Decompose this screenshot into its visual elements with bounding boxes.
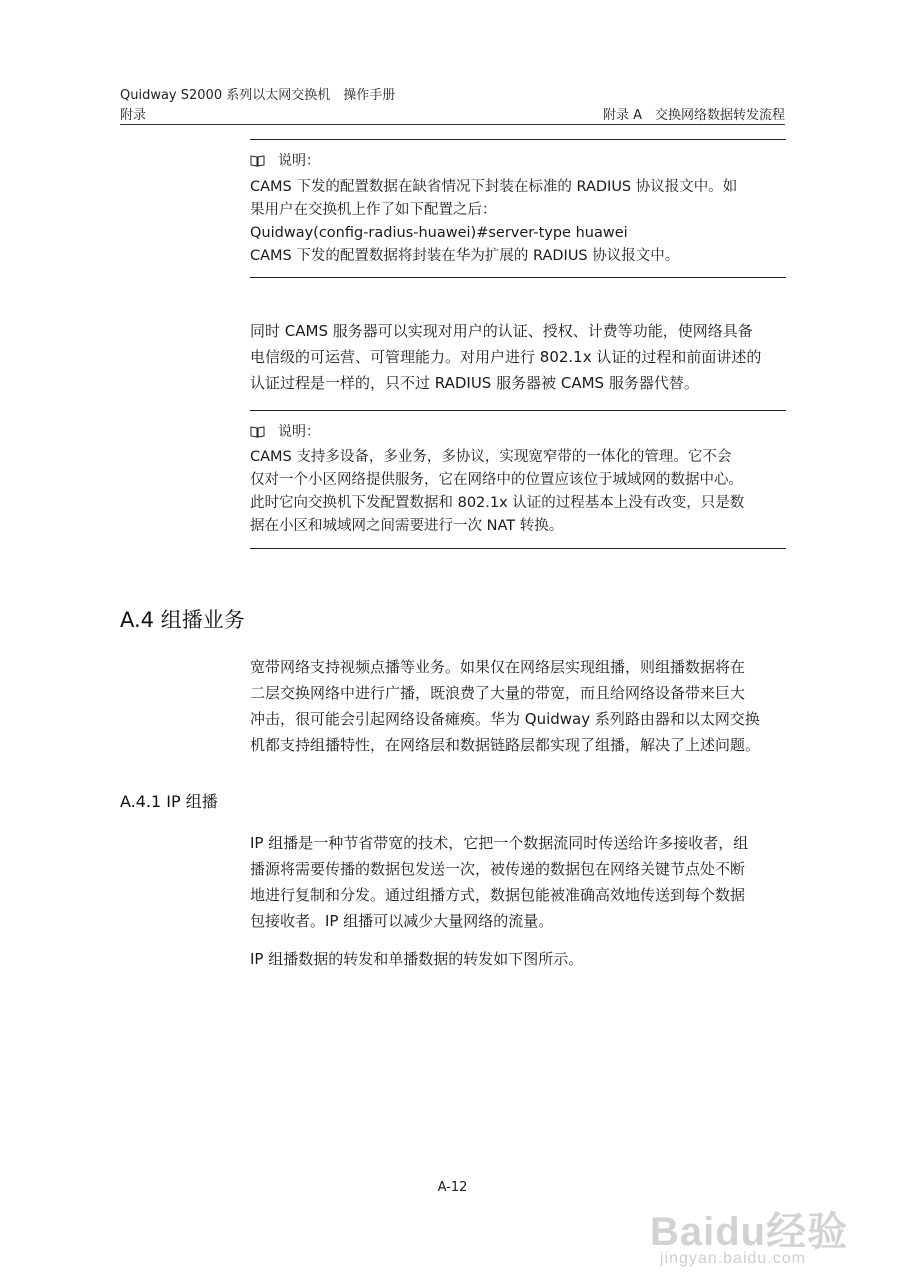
note1-line: 果用户在交换机上作了如下配置之后： <box>250 202 497 218</box>
note1-line: CAMS 下发的配置数据将封装在华为扩展的 RADIUS 协议报文中。 <box>250 248 680 264</box>
paragraph-ip-multicast <box>250 830 786 934</box>
header-doc-title: Quidway S2000 系列以太网交换机 操作手册 <box>120 88 396 103</box>
note2-label: 说明： <box>278 424 320 440</box>
note2-bottom-rule <box>250 548 786 549</box>
note1-heading <box>250 150 320 170</box>
note2-line: 据在小区和城域网之间需要进行一次 NAT 转换。 <box>250 518 564 534</box>
paragraph-line: 电信级的可运营、可管理能力。对用户进行 802.1x 认证的过程和前面讲述的 <box>250 348 762 366</box>
header-rule <box>120 124 785 125</box>
note1-body <box>250 176 786 268</box>
note2-line: 仅对一个小区网络提供服务，它在网络中的位置应该位于城域网的数据中心。 <box>250 472 743 488</box>
paragraph-line: 认证过程是一样的，只不过 RADIUS 服务器被 CAMS 服务器代替。 <box>250 374 699 392</box>
note1-label: 说明： <box>278 153 320 169</box>
paragraph-line: 播源将需要传播的数据包发送一次，被传递的数据包在网络关键节点处不断 <box>250 860 746 878</box>
page-number: A-12 <box>437 1180 468 1195</box>
watermark-logo: Baidu经验 <box>650 1210 849 1254</box>
book-icon <box>250 426 264 437</box>
note2-body <box>250 446 786 538</box>
note2-line: CAMS 支持多设备，多业务，多协议，实现宽窄带的一体化的管理。它不会 <box>250 449 732 465</box>
paragraph-cams-server <box>250 318 786 396</box>
paragraph-line: 包接收者。IP 组播可以减少大量网络的流量。 <box>250 912 554 930</box>
note1-bottom-rule <box>250 277 786 278</box>
paragraph-line: IP 组播是一种节省带宽的技术，它把一个数据流同时传送给许多接收者，组 <box>250 834 749 852</box>
paragraph-multicast-intro <box>250 654 786 758</box>
note1-top-rule <box>250 139 786 140</box>
paragraph-line: 冲击，很可能会引起网络设备瘫痪。华为 Quidway 系列路由器和以太网交换 <box>250 710 760 728</box>
note2-line: 此时它向交换机下发配置数据和 802.1x 认证的过程基本上没有改变，只是数 <box>250 495 745 511</box>
paragraph-line: 机都支持组播特性，在网络层和数据链路层都实现了组播，解决了上述问题。 <box>250 736 761 754</box>
header-section-right: 附录 A 交换网络数据转发流程 <box>602 108 785 123</box>
note2-top-rule <box>250 410 786 411</box>
paragraph-line: 宽带网络支持视频点播等业务。如果仅在网络层实现组播，则组播数据将在 <box>250 658 746 676</box>
paragraph-figure-intro <box>250 946 786 972</box>
note1-line: CAMS 下发的配置数据在缺省情况下封装在标准的 RADIUS 协议报文中。如 <box>250 179 738 195</box>
note2-heading <box>250 421 320 441</box>
section-heading-a41: A.4.1 IP 组播 <box>120 792 218 811</box>
header-section-left: 附录 <box>120 108 147 123</box>
paragraph-line: 同时 CAMS 服务器可以实现对用户的认证、授权、计费等功能，使网络具备 <box>250 322 753 340</box>
baidu-watermark <box>640 1200 890 1272</box>
paragraph-line: 二层交换网络中进行广播，既浪费了大量的带宽，而且给网络设备带来巨大 <box>250 684 746 702</box>
paragraph-line: IP 组播数据的转发和单播数据的转发如下图所示。 <box>250 950 584 968</box>
book-icon <box>250 155 264 166</box>
section-heading-a4: A.4 组播业务 <box>120 608 245 632</box>
paragraph-line: 地进行复制和分发。通过组播方式，数据包能被准确高效地传送到每个数据 <box>250 886 746 904</box>
watermark-url: jingyan.baidu.com <box>660 1250 806 1267</box>
note1-line: Quidway(config-radius-huawei)#server-type huawei <box>250 225 628 241</box>
